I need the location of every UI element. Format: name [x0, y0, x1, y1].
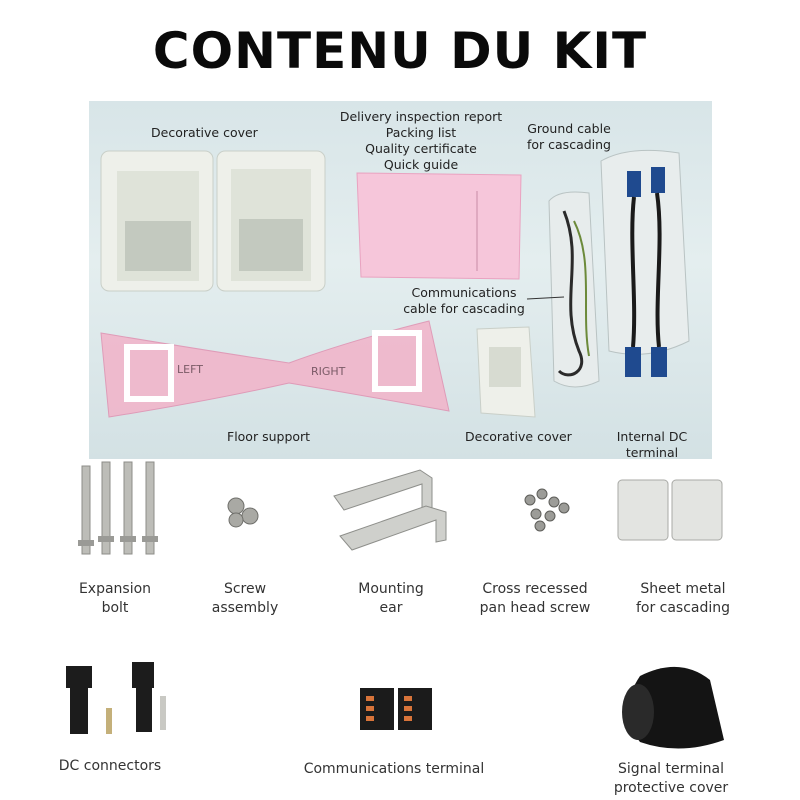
sheet-line-1: Sheet metal — [640, 581, 726, 597]
ground-line-2: for cascading — [526, 137, 611, 152]
cables-bag — [549, 150, 689, 387]
documents-folder — [357, 173, 521, 279]
label-decorative-cover-bottom: Decorative cover — [465, 429, 572, 444]
signal-line-1: Signal terminal — [618, 761, 724, 777]
label-documents — [333, 109, 509, 173]
label-mounting-ear — [331, 580, 451, 618]
doc-line-1: Delivery inspection report — [339, 109, 503, 124]
label-decorative-cover-top: Decorative cover — [151, 125, 258, 140]
ear-line-1: Mounting — [358, 581, 424, 597]
pan-head-screw-icon — [525, 489, 569, 531]
pan-line-1: Cross recessed — [482, 581, 588, 597]
label-screw-assembly — [185, 580, 305, 618]
internal-dc-line-1: Internal DC — [616, 429, 688, 444]
signal-cover-icon — [622, 667, 724, 749]
label-internal-dc — [607, 429, 697, 461]
expansion-line-1: Expansion — [78, 581, 152, 597]
page-title: CONTENU DU KIT — [152, 22, 648, 80]
label-floor-support: Floor support — [227, 429, 311, 444]
signal-line-2: protective cover — [613, 780, 729, 796]
screw-assembly-icon — [228, 498, 258, 527]
doc-line-4: Quick guide — [383, 157, 459, 172]
decorative-cover-bags — [101, 151, 325, 291]
comm-terminal-line-1: Communications terminal — [303, 761, 485, 777]
expansion-bolt-icon — [78, 462, 158, 554]
label-dc-connectors — [40, 757, 180, 776]
ground-line-1: Ground cable — [527, 121, 611, 136]
small-decorative-cover — [477, 327, 535, 417]
label-comm-cable — [399, 285, 529, 317]
floor-support — [101, 321, 449, 417]
dc-connector-icon — [66, 662, 166, 734]
kit-photo — [89, 101, 712, 459]
screw-line-1: Screw — [223, 581, 267, 597]
support-left-mark: LEFT — [177, 363, 203, 376]
doc-line-2: Packing list — [385, 125, 457, 140]
label-signal-cover — [596, 760, 746, 798]
expansion-line-2: bolt — [101, 600, 129, 616]
ear-line-2: ear — [379, 600, 403, 616]
label-expansion-bolt — [55, 580, 175, 618]
support-right-mark: RIGHT — [311, 365, 346, 378]
communications-terminal-icon — [360, 688, 432, 730]
sheet-metal-icon — [618, 480, 722, 540]
comm-line-2: cable for cascading — [403, 301, 525, 316]
dc-line-1: DC connectors — [58, 758, 162, 774]
label-sheet-metal — [618, 580, 748, 618]
label-ground-cable — [519, 121, 619, 153]
pan-line-2: pan head screw — [479, 600, 591, 616]
sheet-line-2: for cascading — [635, 600, 731, 616]
label-communications-terminal — [280, 760, 508, 779]
internal-dc-line-2: terminal — [625, 445, 679, 460]
doc-line-3: Quality certificate — [365, 141, 477, 156]
screw-line-2: assembly — [211, 600, 279, 616]
comm-line-1: Communications — [411, 285, 517, 300]
label-pan-head-screw — [465, 580, 605, 618]
mounting-ear-icon — [334, 470, 446, 550]
